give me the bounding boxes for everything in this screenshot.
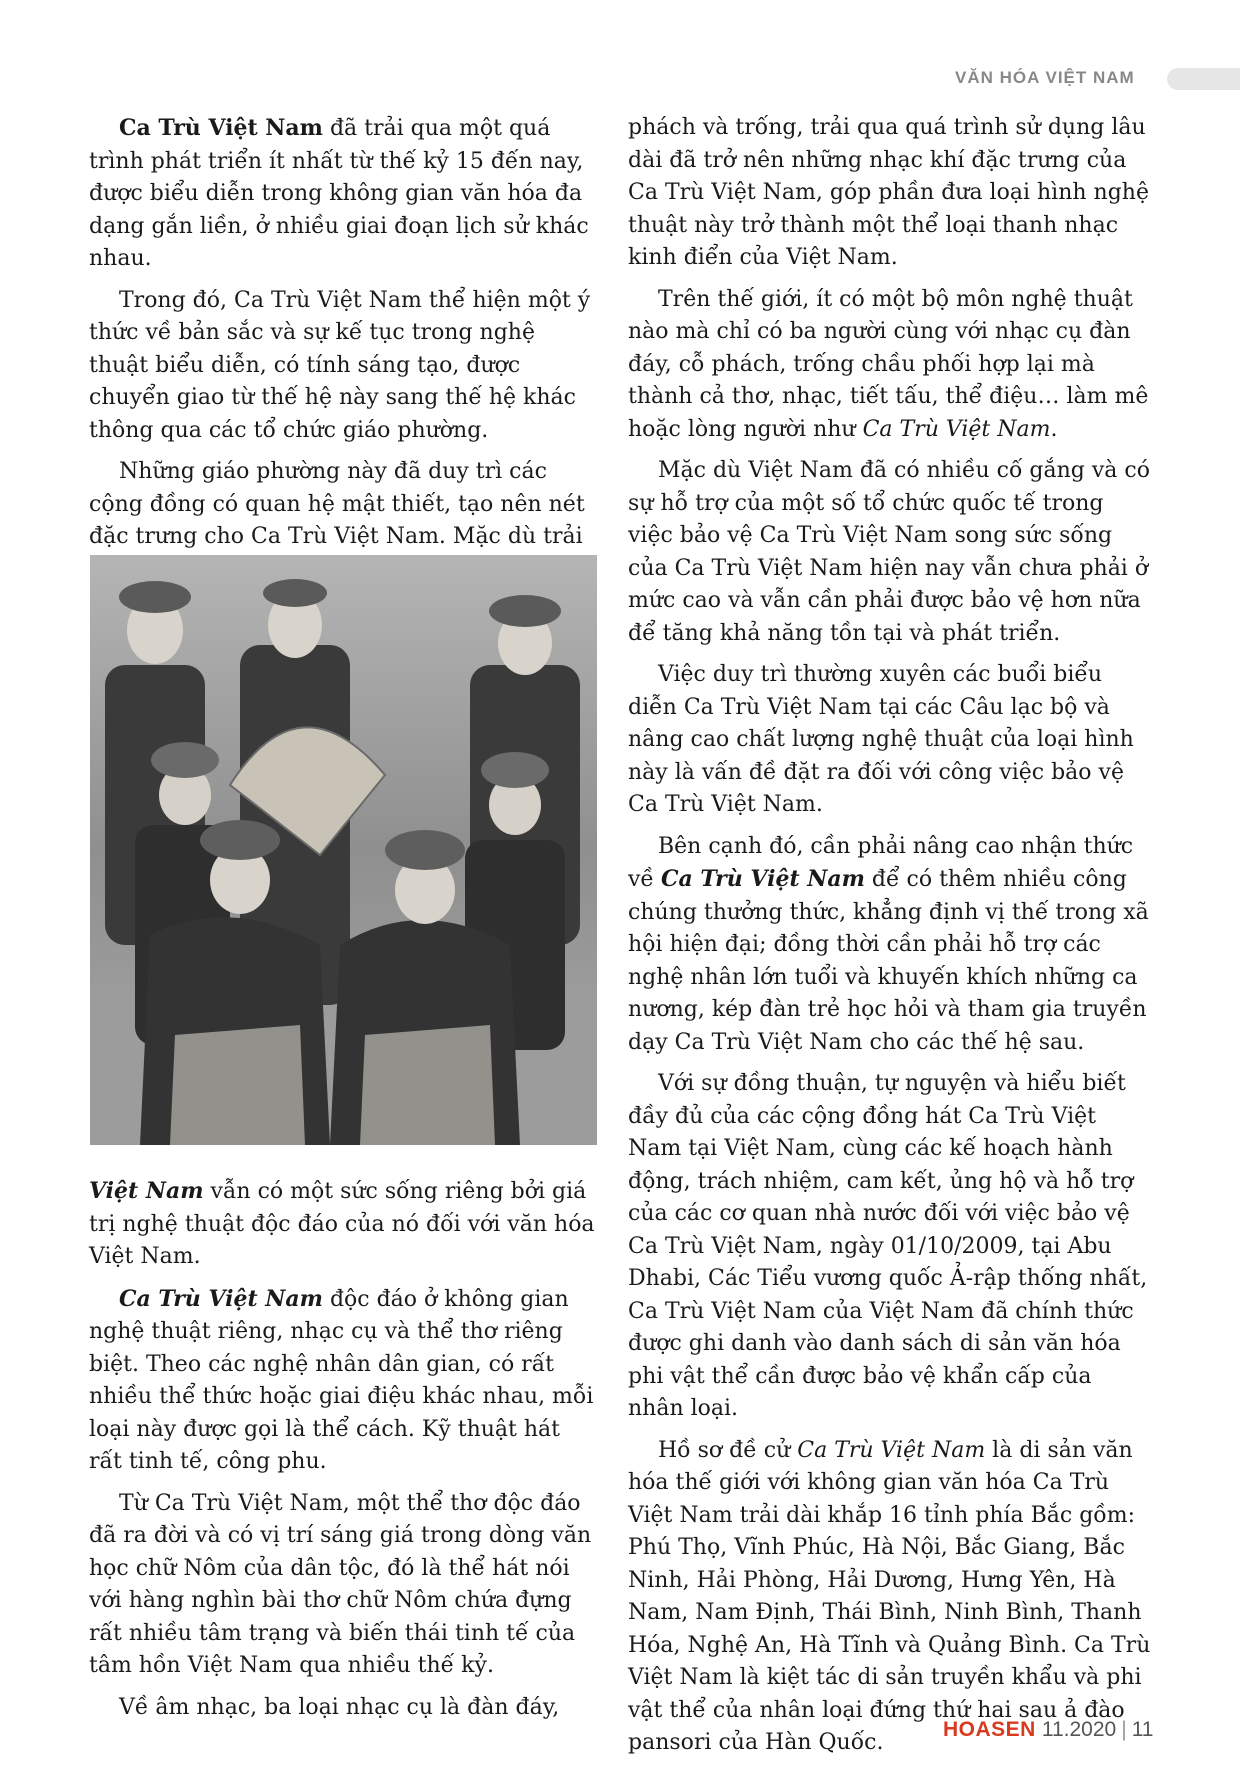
article-column-right: [628, 112, 1153, 1769]
magazine-brand: HOASEN: [943, 1718, 1036, 1741]
paragraph: Việt Nam vẫn có một sức sống riêng bởi giá trị nghệ thuật độc đáo của nó đối với văn hóa Việt Nam.: [89, 1178, 595, 1269]
paragraph: Hồ sơ đề cử Ca Trù Việt Nam là di sản văn hóa thế giới với không gian văn hóa Ca Trù Việt Nam trải dài khắp 16 tỉnh phía Bắc gồm: Phú Thọ, Vĩnh Phúc, Hà Nội, Bắc Giang, Bắc Ninh, Hải Phòng, Hải Dương, Hưng Yên, Hà Nam, Nam Định, Thái Bình, Ninh Bình, Thanh Hóa, Nghệ An, Hà Tĩnh và Quảng Bình. Ca Trù Việt Nam là kiệt tác di sản truyền khẩu và phi vật thể của nhân loại đứng thứ hai sau ả đào pansori của Hàn Quốc.: [628, 1437, 1151, 1755]
paragraph: Từ Ca Trù Việt Nam, một thể thơ độc đáo đã ra đời và có vị trí sáng giá trong dòng văn học chữ Nôm của dân tộc, đó là thể hát nói với hàng nghìn bài thơ chữ Nôm chứa đựng rất nhiều tâm trạng và biến thái tinh tế của tâm hồn Việt Nam qua nhiều thế kỷ.: [89, 1490, 592, 1678]
article-column-left-top: [89, 112, 597, 630]
article-column-left-bottom: [89, 1175, 597, 1733]
paragraph: Về âm nhạc, ba loại nhạc cụ là đàn đáy,: [119, 1694, 560, 1720]
paragraph: Những giáo phường này đã duy trì các cộng đồng có quan hệ mật thiết, tạo nên nét đặc trưng cho Ca Trù Việt Nam. Mặc dù trải: [89, 459, 585, 549]
header-tab-bar: [1167, 68, 1240, 90]
page-footer: [943, 1718, 1154, 1742]
paragraph: Trên thế giới, ít có một bộ môn nghệ thuật nào mà chỉ có ba người cùng với nhạc cụ đàn đáy, cỗ phách, trống chầu phối hợp lại mà thành cả thơ, nhạc, tiết tấu, thể điệu… làm mê hoặc lòng người như Ca Trù Việt Nam.: [628, 286, 1149, 442]
photo-illustration: [90, 555, 597, 1145]
footer-separator: |: [1121, 1718, 1127, 1741]
section-title: VĂN HÓA VIỆT NAM: [955, 68, 1135, 87]
page-number: 11: [1131, 1718, 1154, 1741]
historical-photo-ca-tru-performers: [90, 555, 597, 1145]
issue-date: 11.2020: [1041, 1718, 1117, 1741]
paragraph: Việc duy trì thường xuyên các buổi biểu diễn Ca Trù Việt Nam tại các Câu lạc bộ và nâng cao chất lượng nghệ thuật của loại hình này là vấn đề đặt ra đối với công việc bảo vệ Ca Trù Việt Nam.: [628, 662, 1134, 817]
paragraph: Ca Trù Việt Nam đã trải qua một quá trình phát triển ít nhất từ thế kỷ 15 đến nay, được biểu diễn trong không gian văn hóa đa dạng gắn liền, ở nhiều giai đoạn lịch sử khác nhau.: [89, 115, 589, 271]
paragraph: Bên cạnh đó, cần phải nâng cao nhận thức về Ca Trù Việt Nam để có thêm nhiều công chúng thưởng thức, khẳng định vị thế trong xã hội hiện đại; đồng thời cần phải hỗ trợ các nghệ nhân lớn tuổi và khuyến khích những ca nương, kép đàn trẻ học hỏi và tham gia truyền dạy Ca Trù Việt Nam cho các thế hệ sau.: [628, 833, 1149, 1055]
paragraph: Mặc dù Việt Nam đã có nhiều cố gắng và có sự hỗ trợ của một số tổ chức quốc tế trong việc bảo vệ Ca Trù Việt Nam song sức sống của Ca Trù Việt Nam hiện nay vẫn chưa phải ở mức cao và vẫn cần phải được bảo vệ hơn nữa để tăng khả năng tồn tại và phát triển.: [628, 458, 1150, 646]
paragraph: Với sự đồng thuận, tự nguyện và hiểu biết đầy đủ của các cộng đồng hát Ca Trù Việt Nam tại Việt Nam, cùng các kế hoạch hành động, trách nhiệm, cam kết, ủng hộ và hỗ trợ của các cơ quan nhà nước đối với việc bảo vệ Ca Trù Việt Nam, ngày 01/10/2009, tại Abu Dhabi, Các Tiểu vương quốc Ả-rập thống nhất, Ca Trù Việt Nam của Việt Nam đã chính thức được ghi danh vào danh sách di sản văn hóa phi vật thể cần được bảo vệ khẩn cấp của nhân loại.: [628, 1071, 1148, 1421]
paragraph: Ca Trù Việt Nam độc đáo ở không gian nghệ thuật riêng, nhạc cụ và thể thơ riêng biệt. Theo các nghệ nhân dân gian, có rất nhiều thể thức hoặc giai điệu khác nhau, mỗi loại này được gọi là thể cách. Kỹ thuật hát rất tinh tế, công phu.: [89, 1285, 594, 1474]
paragraph: phách và trống, trải qua quá trình sử dụng lâu dài đã trở nên những nhạc khí đặc trưng của Ca Trù Việt Nam, góp phần đưa loại hình nghệ thuật này trở thành một thể loại thanh nhạc kinh điển của Việt Nam.: [628, 115, 1149, 270]
paragraph: Trong đó, Ca Trù Việt Nam thể hiện một ý thức về bản sắc và sự kế tục trong nghệ thuật biểu diễn, có tính sáng tạo, được chuyển giao từ thế hệ này sang thế hệ khác thông qua các tổ chức giáo phường.: [89, 287, 591, 443]
